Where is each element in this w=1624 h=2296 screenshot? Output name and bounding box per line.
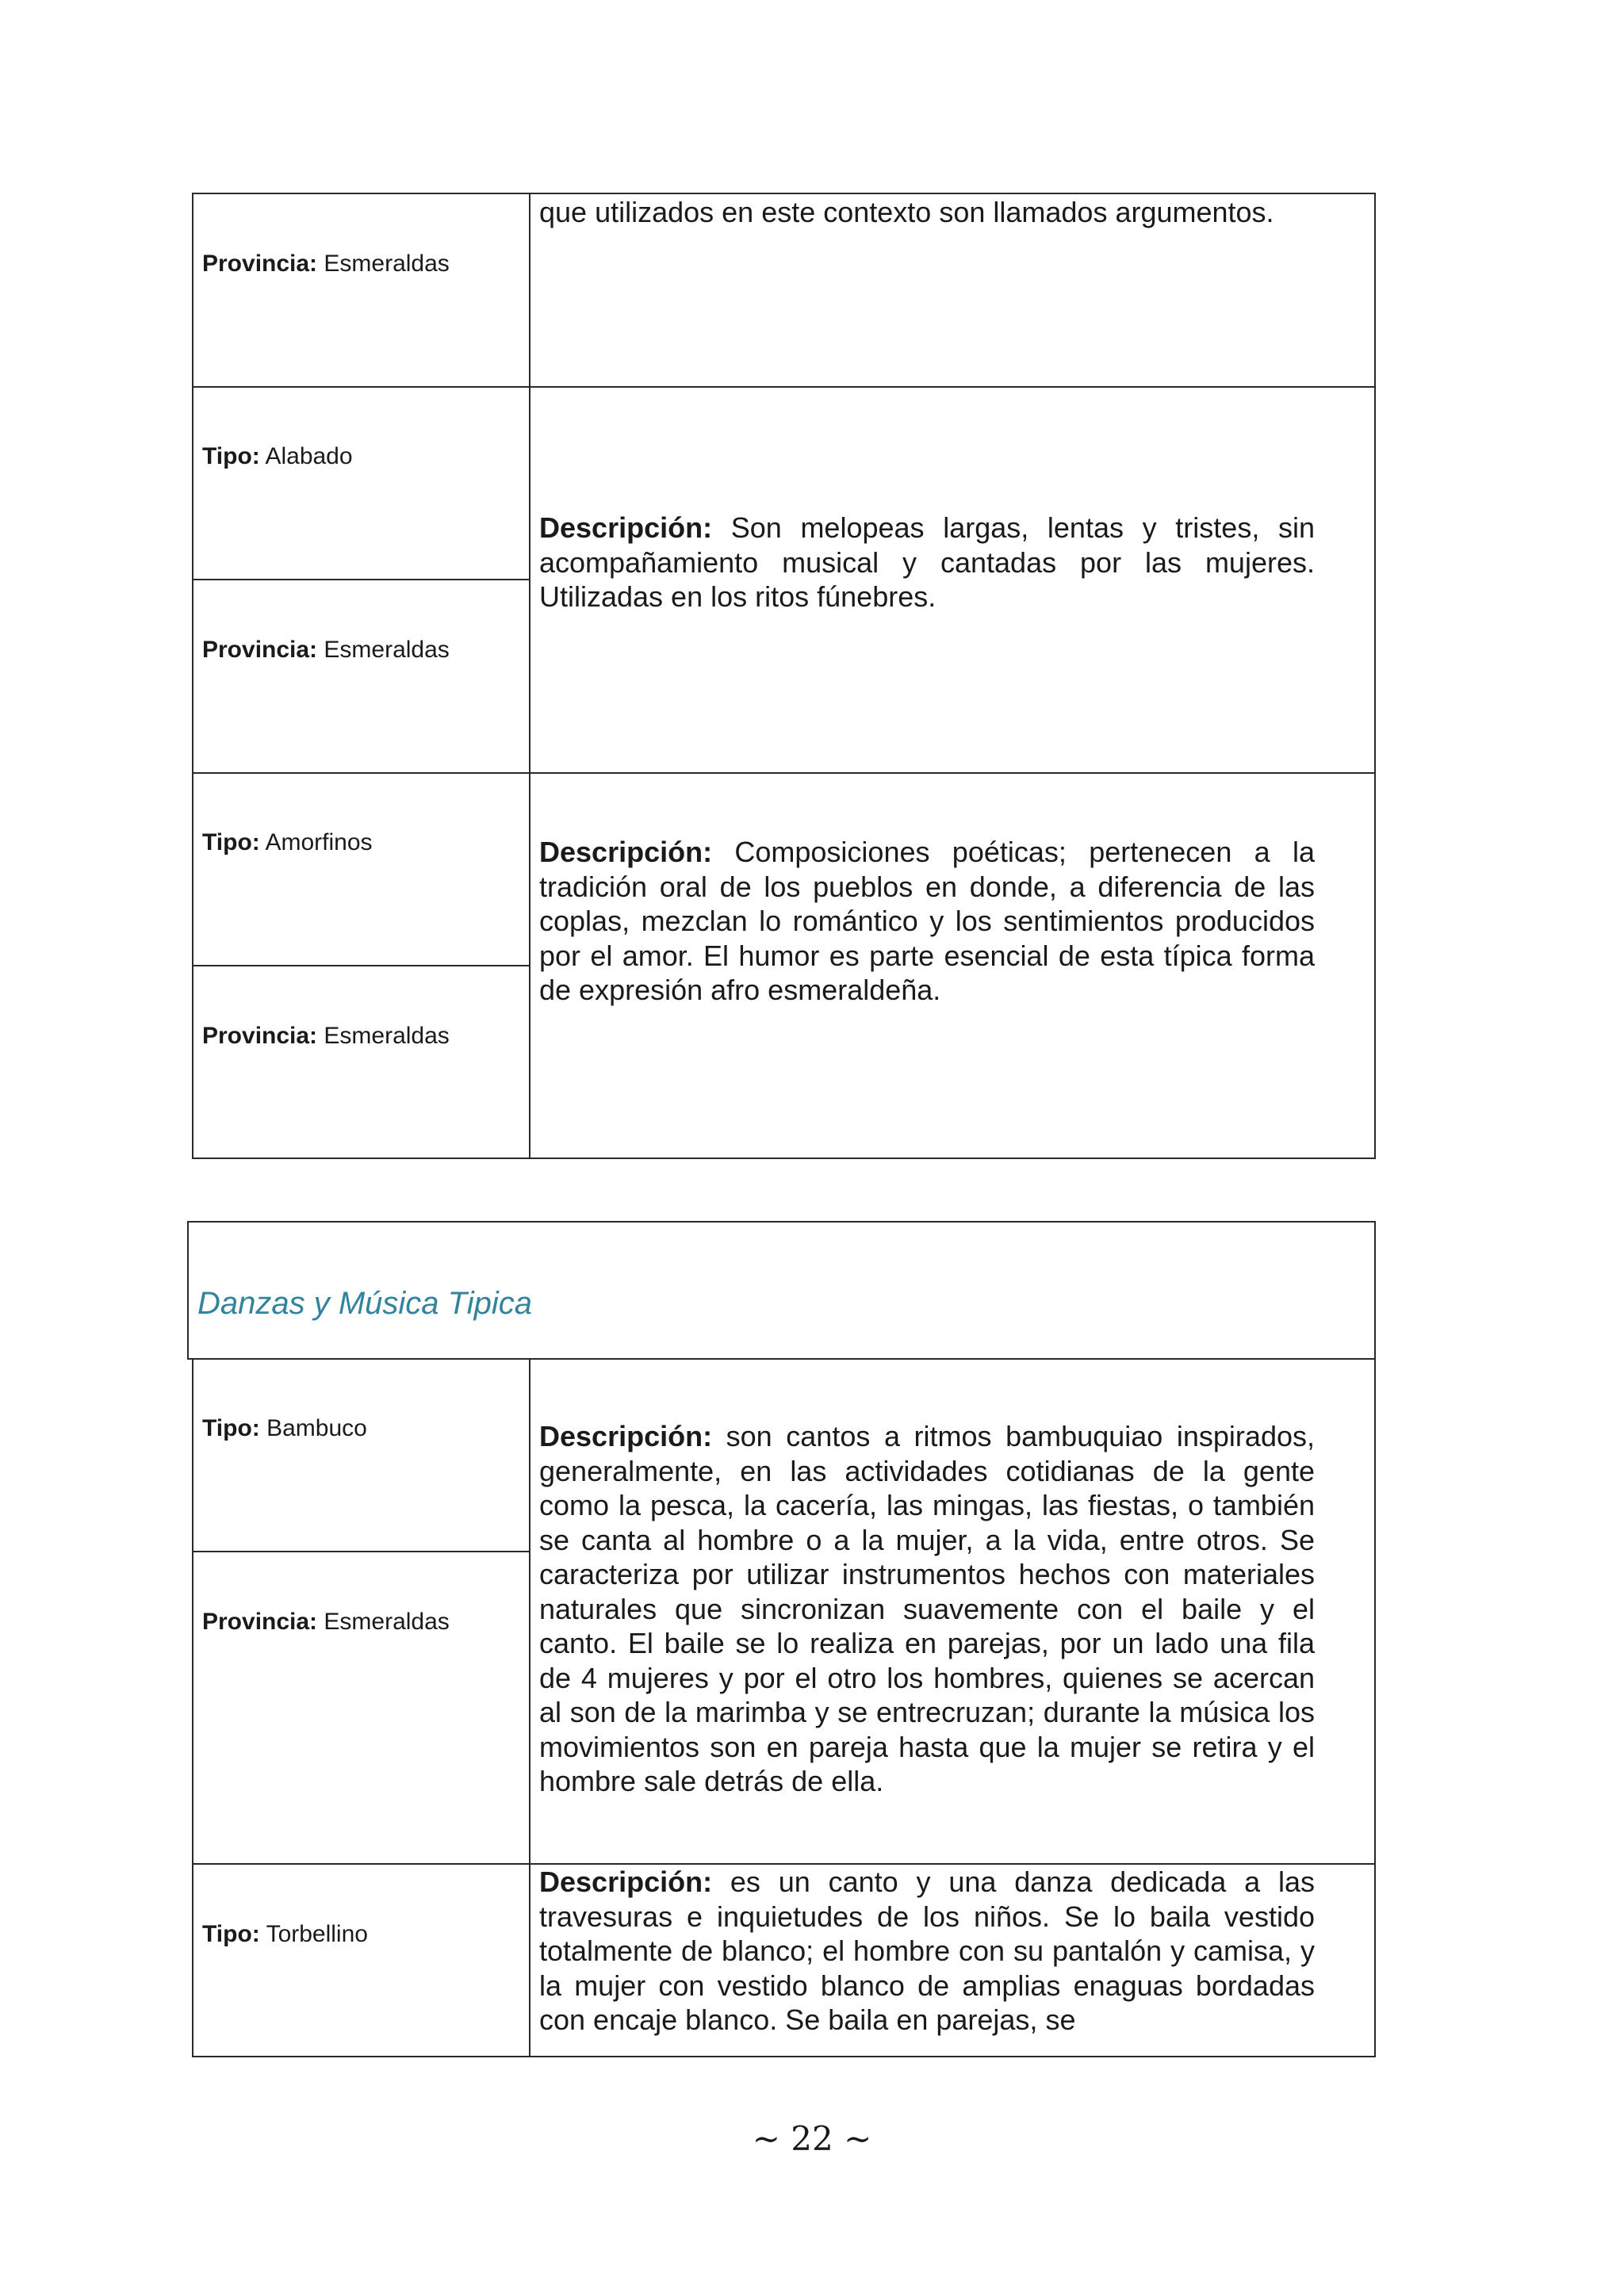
provincia-label: Provincia: Esmeraldas [202, 1023, 450, 1049]
tipo-label: Tipo: Bambuco [202, 1415, 367, 1441]
table1-left-subdivider [192, 965, 530, 966]
description-text: Descripción: son cantos a ritmos bambuquiao inspirados, generalmente, en las actividades cotidianas de la gente como la pesca, la cacería, las mingas, las fiestas, o también se canta al hombre o a la mujer, a la vida, entre otros. Se caracteriza por utilizar instrumentos hechos con materiales naturales que sincronizan suavemente con el baile y el canto. El baile se lo realiza en parejas, por un lado una fila de 4 mujeres y por el otro los hombres, quienes se acercan al son de la marimba y se entrecruzan; durante la música los movimientos son en pareja hasta que la mujer se retira y el hombre sale detrás de ella. [539, 1420, 1315, 1797]
table1-row-divider [192, 386, 1376, 388]
section-title: Danzas y Música Tipica [197, 1286, 533, 1321]
description-text: Descripción: es un canto y una danza dedicada a las travesuras e inquietudes de los niños. Se lo baila vestido totalmente de blanco; el hombre con su pantalón y camisa, y la mujer con vestido blanco de amplias enaguas bordadas con encaje blanco. Se baila en parejas, se [539, 1866, 1315, 2036]
table1-row-divider [192, 772, 1376, 774]
description-text: Descripción: Composiciones poéticas; pertenecen a la tradición oral de los pueblos en donde, a diferencia de las coplas, mezclan lo romántico y los sentimientos producidos por el amor. El humor es parte esencial de esta típica forma de expresión afro esmeraldeña. [539, 836, 1315, 1006]
table2-column-divider [529, 1358, 530, 2057]
table2-left-subdivider [192, 1551, 530, 1552]
table1-left-subdivider [192, 579, 530, 580]
provincia-label: Provincia: Esmeraldas [202, 1609, 450, 1635]
tipo-label: Tipo: Amorfinos [202, 829, 373, 855]
description-text: Descripción: Son melopeas largas, lentas y tristes, sin acompañamiento musical y cantadas por las mujeres. Utilizadas en los ritos fúnebres. [539, 511, 1315, 613]
provincia-label: Provincia: Esmeraldas [202, 637, 450, 663]
continuation-text: que utilizados en este contexto son llamados argumentos. [539, 196, 1274, 228]
tipo-label: Tipo: Alabado [202, 443, 353, 469]
page-number: ~ 22 ~ [752, 2119, 872, 2158]
table1-column-divider [529, 193, 530, 1159]
provincia-label: Provincia: Esmeraldas [202, 251, 450, 277]
table-cultural-expressions [192, 193, 1376, 1159]
tipo-label: Tipo: Torbellino [202, 1921, 368, 1947]
